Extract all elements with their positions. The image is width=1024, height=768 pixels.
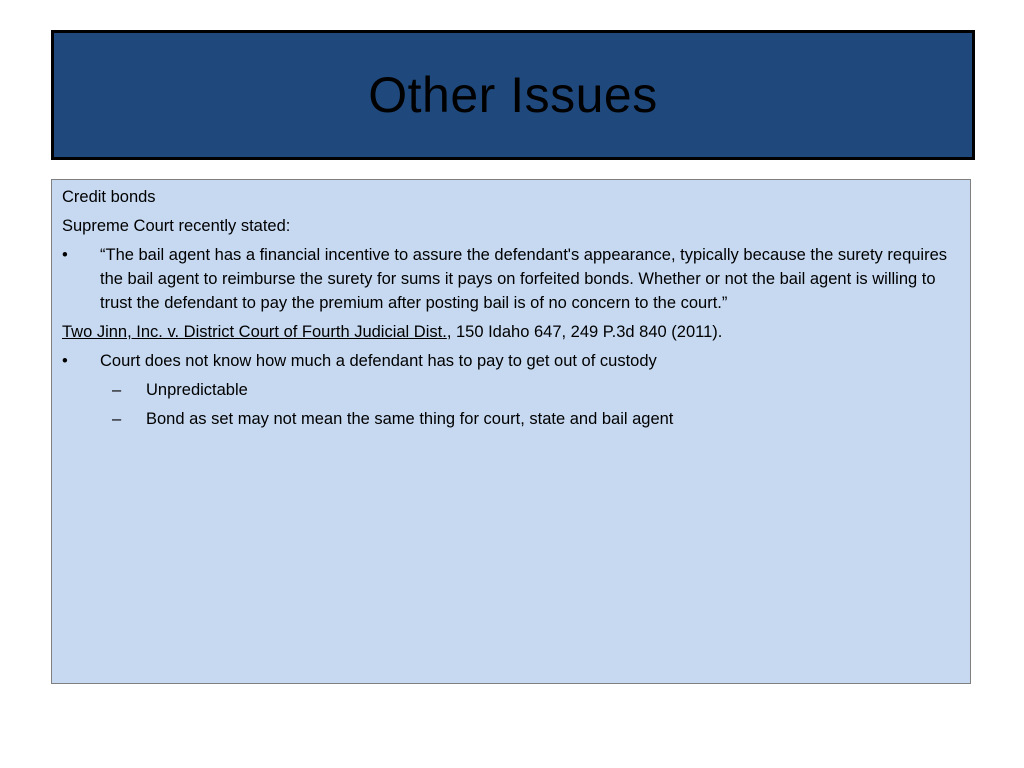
slide-title: Other Issues <box>368 67 658 123</box>
quote-bullet-item <box>62 243 961 315</box>
sub-item-text: Unpredictable <box>146 381 248 399</box>
slide-content-box <box>51 179 971 684</box>
citation <box>62 320 961 344</box>
custody-text: Court does not know how much a defendant has to pay to get out of custody <box>100 352 657 370</box>
citation-case-link[interactable]: Two Jinn, Inc. v. District Court of Fourth Judicial Dist. <box>62 323 447 341</box>
custody-bullet-item <box>62 349 961 373</box>
dash-marker: – <box>112 410 122 428</box>
bullet-marker: • <box>62 246 68 264</box>
sub-item-text: Bond as set may not mean the same thing for court, state and bail agent <box>146 410 674 428</box>
sub-item-bond <box>112 407 961 431</box>
slide-title-box <box>51 30 975 160</box>
sub-item-unpredictable <box>112 378 961 402</box>
citation-reference: , 150 Idaho 647, 249 P.3d 840 (2011). <box>446 323 723 341</box>
bullet-marker: • <box>62 352 68 370</box>
credit-bonds-text: Credit bonds <box>62 188 156 206</box>
supreme-court-text: Supreme Court recently stated: <box>62 217 291 235</box>
dash-marker: – <box>112 381 122 399</box>
quote-text: “The bail agent has a financial incentive to assure the defendant's appearance, typically because the surety requires the bail agent to reimburse the surety for sums it pays on forfeited bonds. Whether or not the bail agent is willing to trust the defendant to pay the premium after posting bail is of no concern to the court.” <box>100 246 948 312</box>
